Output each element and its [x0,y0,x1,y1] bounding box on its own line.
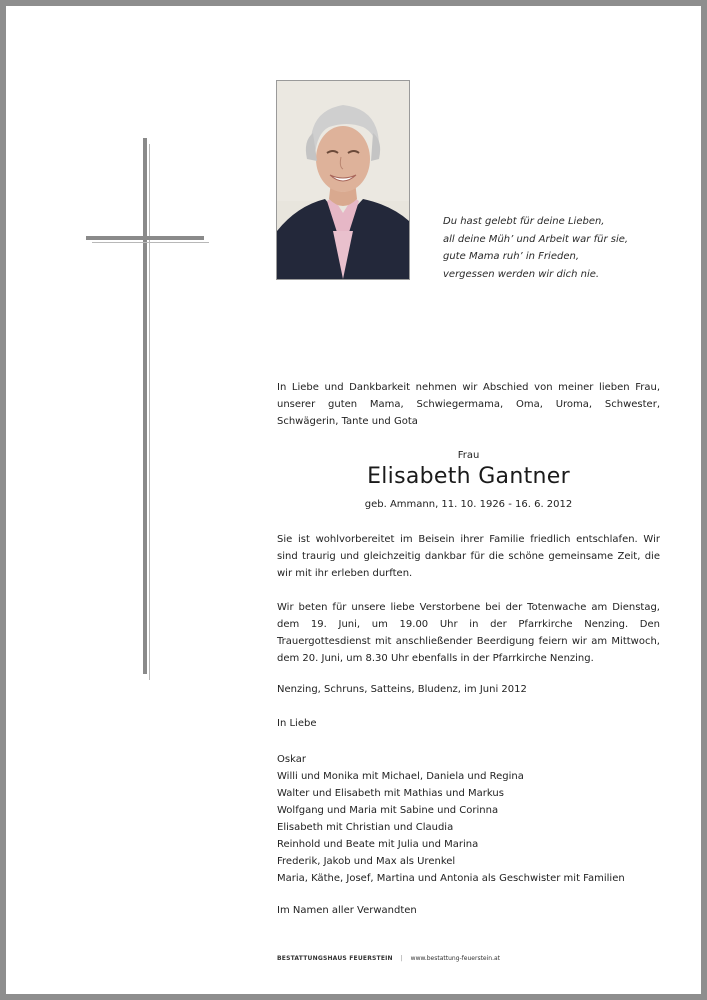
portrait-photo [276,80,410,280]
poem-line: gute Mama ruh’ in Frieden, [443,251,579,262]
birth-death-dates: geb. Ammann, 11. 10. 1926 - 16. 6. 2012 [364,499,573,510]
list-item: Elisabeth mit Christian und Claudia [277,822,454,833]
poem-line: vergessen werden wir dich nie. [443,268,600,280]
deceased-name: Elisabeth Gantner [367,464,570,489]
list-item: Walter und Elisabeth mit Mathias und Markus [277,788,504,799]
list-item: Oskar [277,754,306,765]
cross-horizontal-shadow [92,242,209,243]
cross-vertical-bar [143,138,147,674]
footer [277,955,500,962]
poem [443,213,683,283]
cross-horizontal-bar [86,236,204,240]
poem-line: Du hast gelebt für deine Lieben, [443,216,605,227]
paragraph-passing: Sie ist wohlvorbereitet im Beisein ihrer Familie friedlich entschlafen. Wir sind traurig und gleichzeitig dankbar für die schöne gemeinsame Zeit, die wir mit ihr erleben durften. [277,534,660,579]
footer-url-link[interactable]: www.bestattung-feuerstein.at [410,955,501,962]
paragraph-services: Wir beten für unsere liebe Verstorbene bei der Totenwache am Dienstag, dem 19. Juni, um 19.00 Uhr in der Pfarrkirche Nenzing. Den Trauergottesdienst mit anschließender Beerdigung feiern wir am Mittwoch, dem 20. Juni, um 8.30 Uhr ebenfalls in der Pfarrkirche Nenzing. [277,602,660,664]
list-item: Wolfgang und Maria mit Sabine und Corinna [277,805,499,816]
list-item: Reinhold und Beate mit Julia und Marina [277,839,479,850]
list-item: Frederik, Jakob und Max als Urenkel [277,856,456,867]
footer-separator: | [400,955,403,962]
funeral-home-name: BESTATTUNGSHAUS FEUERSTEIN [277,955,393,962]
places-date: Nenzing, Schruns, Satteins, Bludenz, im Juni 2012 [277,684,527,695]
intro-text: In Liebe und Dankbarkeit nehmen wir Abschied von meiner lieben Frau, unserer guten Mama, Schwiegermama, Oma, Uroma, Schwester, Schwägerin, Tante und Gota [277,382,660,427]
list-item: Willi und Monika mit Michael, Daniela und Regina [277,771,524,782]
list-item: Maria, Käthe, Josef, Martina und Antonia als Geschwister mit Familien [277,873,625,884]
closing-line: Im Namen aller Verwandten [277,905,417,916]
cross-vertical-shadow [149,144,150,680]
in-liebe-label: In Liebe [277,718,317,729]
poem-line: all deine Müh’ und Arbeit war für sie, [443,233,629,245]
title-prefix: Frau [457,450,480,461]
mourners-list [277,751,660,887]
